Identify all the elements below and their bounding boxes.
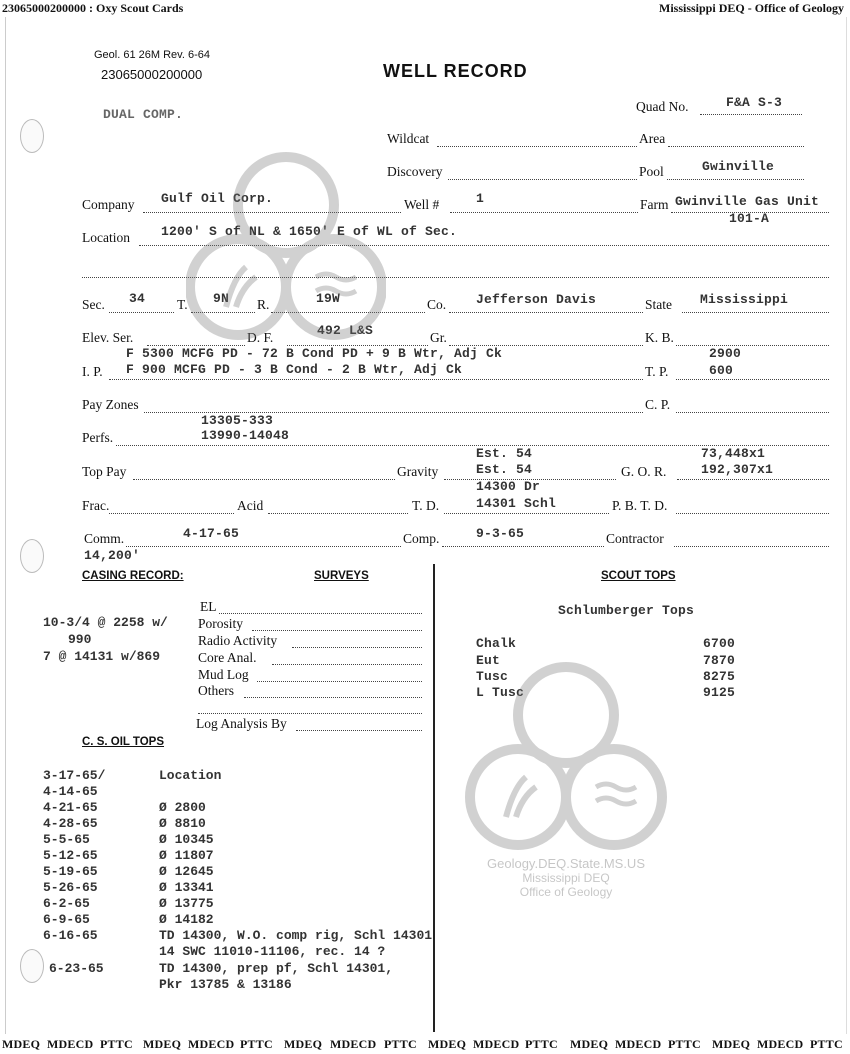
td-value-line1: 14300 Dr [476, 479, 541, 494]
location-label: Location [82, 230, 130, 245]
farm-value-line2: 101-A [729, 211, 770, 226]
dual-comp-stamp: DUAL COMP. [103, 107, 184, 122]
watermark-seal-icon [186, 147, 386, 347]
farm-label: Farm [640, 197, 669, 212]
gr-label: Gr. [430, 330, 447, 345]
survey-item-mud-log: Mud Log [198, 667, 249, 682]
casing-line: 10-3/4 @ 2258 w/ [43, 615, 168, 630]
footer-token: MDEQ [570, 1037, 609, 1051]
co-value: Jefferson Davis [476, 292, 597, 307]
survey-item-porosity: Porosity [198, 616, 244, 631]
binder-hole-icon [20, 539, 44, 573]
survey-item-radio-activity: Radio Activity [198, 633, 278, 648]
cs-oil-top-text: TD 14300, prep pf, Schl 14301, [159, 961, 394, 976]
kb-label: K. B. [645, 330, 674, 345]
survey-item-core-anal: Core Anal. [198, 650, 257, 665]
casing-line: 7 @ 14131 w/869 [43, 649, 161, 664]
binder-hole-icon [20, 949, 44, 983]
r-label: R. [257, 297, 270, 312]
td-value-line2: 14301 Schl [476, 496, 557, 511]
ip-value-line2: F 900 MCFG PD - 3 B Cond - 2 B Wtr, Adj Ck [126, 362, 463, 377]
footer-token: MDEQ [143, 1037, 182, 1051]
footer-token: MDECD [330, 1037, 377, 1051]
cs-oil-top-date: 4-14-65 [43, 784, 98, 799]
pool-value: Gwinville [702, 159, 775, 174]
cp-label: C. P. [645, 397, 671, 412]
footer-token: MDECD [615, 1037, 662, 1051]
ip-value-line1: F 5300 MCFG PD - 72 B Cond PD + 9 B Wtr, Adj Ck [126, 346, 503, 361]
footer-token: PTTC [240, 1037, 273, 1051]
scout-top-name: Tusc [476, 669, 509, 684]
tp-value: 600 [709, 363, 734, 378]
cs-oil-top-date: 5-19-65 [43, 864, 98, 879]
farm-value-line1: Gwinville Gas Unit [675, 194, 820, 209]
footer-token: PTTC [810, 1037, 843, 1051]
kb-extra-value: 2900 [709, 346, 742, 361]
footer-token: MDEQ [284, 1037, 323, 1051]
footer-token: MDECD [188, 1037, 235, 1051]
frac-label: Frac. [82, 498, 110, 513]
cs-oil-top-text: Ø 12645 [159, 864, 214, 879]
cs-oil-top-text: Ø 11807 [159, 848, 214, 863]
elev-label: Elev. Ser. [82, 330, 134, 345]
cs-oil-top-date: 6-16-65 [43, 928, 98, 943]
area-label: Area [639, 131, 666, 146]
footer-token: PTTC [384, 1037, 417, 1051]
log-analysis-label: Log Analysis By [196, 716, 287, 731]
t-label: T. [177, 297, 188, 312]
casing-record-title: CASING RECORD: [82, 570, 184, 582]
cs-oil-tops-title: C. S. OIL TOPS [82, 736, 165, 748]
scout-top-depth: 8275 [703, 669, 736, 684]
cs-oil-top-date: 5-5-65 [43, 832, 90, 847]
t-value: 9N [213, 291, 230, 306]
comm-label: Comm. [84, 531, 125, 546]
scout-tops-subtitle: Schlumberger Tops [558, 603, 695, 618]
pool-label: Pool [639, 164, 664, 179]
header-left-text: 23065000200000 : Oxy Scout Cards [2, 1, 184, 15]
pay-zones-label: Pay Zones [82, 397, 139, 412]
scout-top-depth: 7870 [703, 653, 736, 668]
watermark-line3: Office of Geology [519, 885, 613, 899]
cs-oil-top-date: 6-23-65 [49, 961, 104, 976]
api-number: 23065000200000 [101, 67, 203, 82]
contractor-label: Contractor [606, 531, 664, 546]
footer-token: MDECD [47, 1037, 94, 1051]
page-footer [0, 1036, 850, 1054]
cs-oil-top-date: 4-28-65 [43, 816, 98, 831]
watermark-logo-small [186, 147, 386, 387]
well-value: 1 [476, 191, 485, 206]
discovery-label: Discovery [387, 164, 443, 179]
location-value: 1200' S of NL & 1650' E of WL of Sec. [161, 224, 458, 239]
scout-tops-title: SCOUT TOPS [601, 570, 676, 582]
footer-token: MDEQ [712, 1037, 751, 1051]
cs-oil-top-date: 5-26-65 [43, 880, 98, 895]
cs-oil-top-date: 6-9-65 [43, 912, 90, 927]
gor-value-line2: 192,307x1 [701, 462, 774, 477]
page-header [0, 0, 850, 17]
depth-value: 14,200' [84, 548, 141, 563]
footer-token: PTTC [668, 1037, 701, 1051]
company-label: Company [82, 197, 135, 212]
gravity-value-line2: Est. 54 [476, 462, 533, 477]
watermark-line1: Geology.DEQ.State.MS.US [487, 856, 645, 871]
cs-oil-top-date: 5-12-65 [43, 848, 98, 863]
cs-oil-top-text: Ø 13775 [159, 896, 214, 911]
casing-line: 990 [68, 632, 92, 647]
footer-token: MDECD [473, 1037, 520, 1051]
company-value: Gulf Oil Corp. [161, 191, 274, 206]
r-value: 19W [316, 291, 341, 306]
sec-label: Sec. [82, 297, 105, 312]
df-label: D. F. [247, 330, 274, 345]
binder-hole-icon [20, 119, 44, 153]
gor-label: G. O. R. [621, 464, 667, 479]
comp-value: 9-3-65 [476, 526, 525, 541]
quad-no-value: F&A S-3 [726, 95, 783, 110]
state-label: State [645, 297, 672, 312]
scout-top-name: Eut [476, 653, 501, 668]
comm-value: 4-17-65 [183, 526, 240, 541]
watermark-line2: Mississippi DEQ [522, 871, 610, 885]
cs-oil-top-text: Ø 10345 [159, 832, 214, 847]
page-title: WELL RECORD [383, 61, 528, 81]
cs-oil-top-text: Ø 14182 [159, 912, 214, 927]
footer-token: PTTC [100, 1037, 133, 1051]
footer-token: PTTC [525, 1037, 558, 1051]
cs-oil-top-text: 14 SWC 11010-11106, rec. 14 ? [159, 944, 386, 959]
footer-token: MDEQ [2, 1037, 41, 1051]
wildcat-label: Wildcat [387, 131, 430, 146]
scout-top-depth: 9125 [703, 685, 736, 700]
well-record-card [5, 17, 847, 1034]
footer-token: MDEQ [428, 1037, 467, 1051]
cs-oil-top-text: Ø 13341 [159, 880, 214, 895]
scout-top-depth: 6700 [703, 636, 736, 651]
tp-label: T. P. [645, 364, 669, 379]
scout-top-name: Chalk [476, 636, 517, 651]
watermark-seal-icon [461, 657, 671, 857]
state-value: Mississippi [700, 292, 789, 307]
cs-oil-top-text: Pkr 13785 & 13186 [159, 977, 292, 992]
gravity-value-line1: Est. 54 [476, 446, 533, 461]
survey-item-others: Others [198, 683, 234, 698]
cs-oil-top-date: 6-2-65 [43, 896, 90, 911]
watermark-logo-large [461, 657, 671, 907]
cs-oil-top-text: Location [159, 768, 222, 783]
ip-label: I. P. [82, 364, 103, 379]
perfs-value-line1: 13305-333 [201, 413, 274, 428]
cs-oil-top-text: Ø 2800 [159, 800, 206, 815]
cs-oil-top-text: TD 14300, W.O. comp rig, Schl 14301 [159, 928, 433, 943]
acid-label: Acid [237, 498, 264, 513]
sec-value: 34 [129, 291, 146, 306]
quad-no-label: Quad No. [636, 99, 689, 114]
gravity-label: Gravity [397, 464, 439, 479]
cs-oil-top-text: Ø 8810 [159, 816, 206, 831]
comp-label: Comp. [403, 531, 440, 546]
pbtd-label: P. B. T. D. [612, 498, 668, 513]
df-value: 492 L&S [317, 323, 374, 338]
td-label: T. D. [412, 498, 440, 513]
cs-oil-top-date: 4-21-65 [43, 800, 98, 815]
gor-value-line1: 73,448x1 [701, 446, 766, 461]
header-right-text: Mississippi DEQ - Office of Geology [659, 1, 844, 15]
perfs-value-line2: 13990-14048 [201, 428, 290, 443]
well-label: Well # [404, 197, 440, 212]
surveys-title: SURVEYS [314, 570, 369, 582]
scout-top-name: L Tusc [476, 685, 525, 700]
survey-item-el: EL [200, 599, 217, 614]
footer-token: MDECD [757, 1037, 804, 1051]
co-label: Co. [427, 297, 447, 312]
top-pay-label: Top Pay [82, 464, 127, 479]
cs-oil-top-date: 3-17-65/ [43, 768, 106, 783]
column-divider [433, 564, 435, 1032]
perfs-label: Perfs. [82, 430, 114, 445]
form-number: Geol. 61 26M Rev. 6-64 [94, 49, 210, 61]
